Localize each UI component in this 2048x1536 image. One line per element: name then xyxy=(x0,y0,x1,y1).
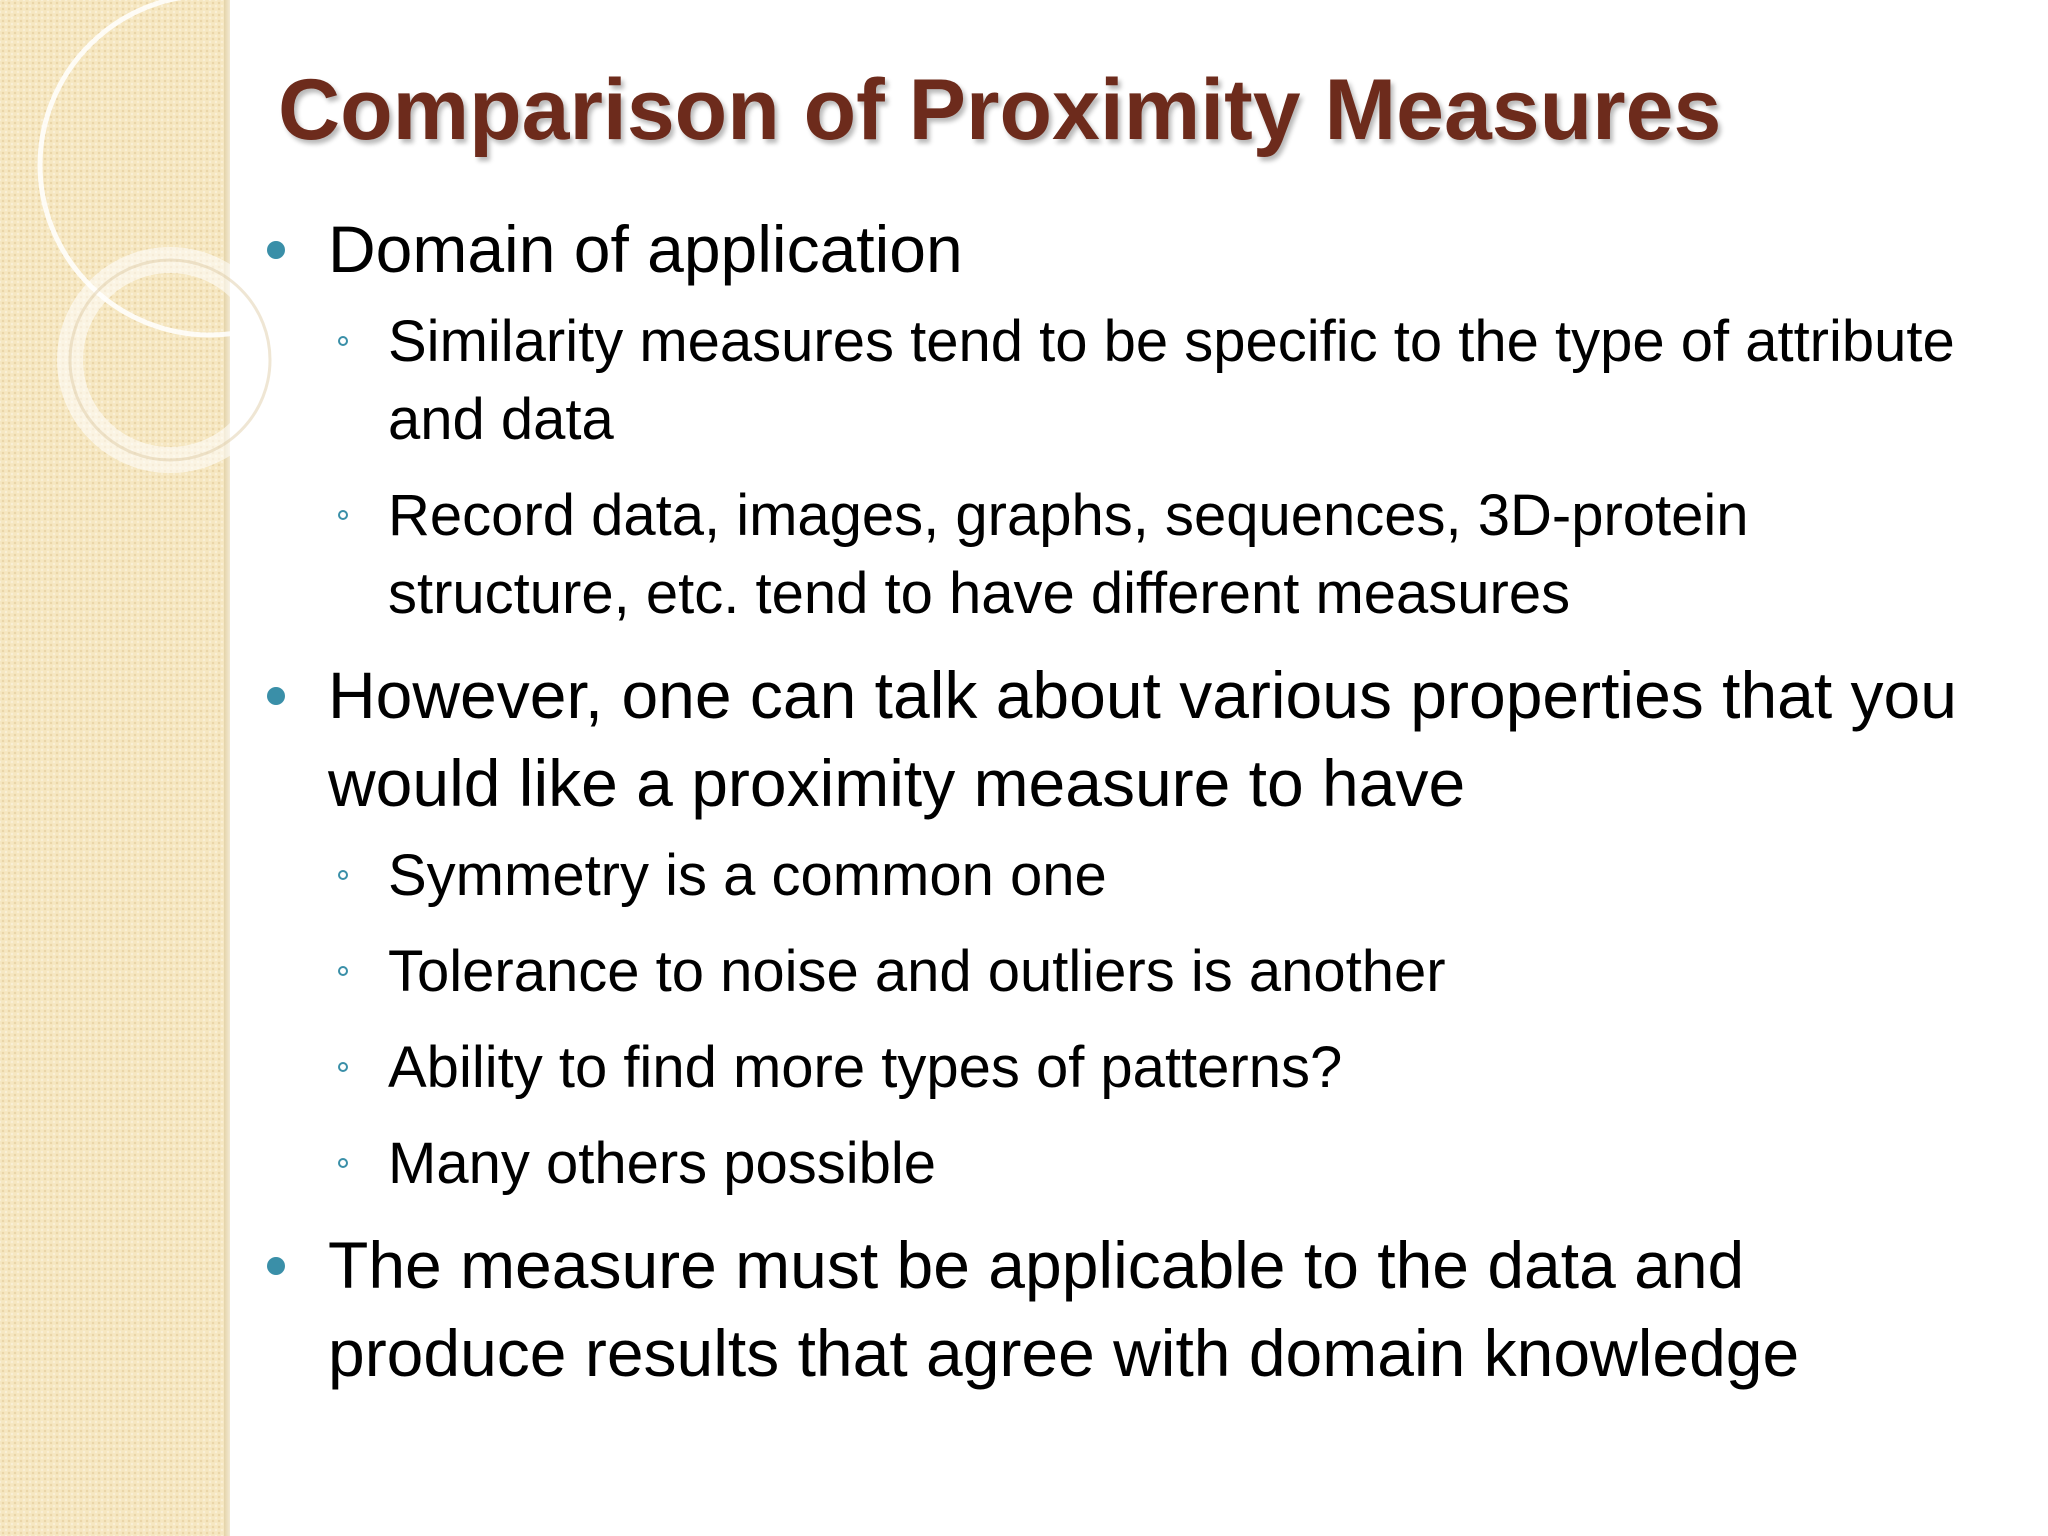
bullet-item xyxy=(260,1221,2000,1397)
sub-bullet-item xyxy=(260,837,2000,915)
slide-title: Comparison of Proximity Measures xyxy=(278,62,1722,158)
hollow-circle-bullet-icon xyxy=(338,510,348,520)
sub-bullet-item xyxy=(260,1125,2000,1203)
sub-bullet-text: Record data, images, graphs, sequences, 3D-protein structure, etc. tend to have different measures xyxy=(388,483,1749,626)
bullet-text: Domain of application xyxy=(328,212,963,286)
bullet-text: The measure must be applicable to the data and produce results that agree with domain knowledge xyxy=(328,1228,1800,1390)
bullet-group-2 xyxy=(260,651,2000,1203)
bullet-group-1 xyxy=(260,205,2000,633)
filled-circle-bullet-icon xyxy=(267,241,285,259)
hollow-circle-bullet-icon xyxy=(338,966,348,976)
sub-bullet-text: Symmetry is a common one xyxy=(388,843,1107,908)
sub-bullet-item xyxy=(260,303,2000,459)
sub-bullet-text: Ability to find more types of patterns? xyxy=(388,1035,1343,1100)
slide-body xyxy=(260,205,2000,1409)
sub-bullet-item xyxy=(260,477,2000,633)
filled-circle-bullet-icon xyxy=(267,1257,285,1275)
sub-bullet-text: Many others possible xyxy=(388,1131,937,1196)
hollow-circle-bullet-icon xyxy=(338,1062,348,1072)
hollow-circle-bullet-icon xyxy=(338,1158,348,1168)
sub-bullet-item xyxy=(260,1029,2000,1107)
sub-bullet-text: Tolerance to noise and outliers is another xyxy=(388,939,1446,1004)
decorative-rings-icon xyxy=(0,0,300,520)
hollow-circle-bullet-icon xyxy=(338,870,348,880)
bullet-item xyxy=(260,205,2000,293)
filled-circle-bullet-icon xyxy=(267,687,285,705)
hollow-circle-bullet-icon xyxy=(338,336,348,346)
sub-bullet-text: Similarity measures tend to be specific to the type of attribute and data xyxy=(388,309,1955,452)
bullet-group-3 xyxy=(260,1221,2000,1397)
sub-bullet-item xyxy=(260,933,2000,1011)
bullet-text: However, one can talk about various properties that you would like a proximity measure to have xyxy=(328,658,1957,820)
bullet-item xyxy=(260,651,2000,827)
